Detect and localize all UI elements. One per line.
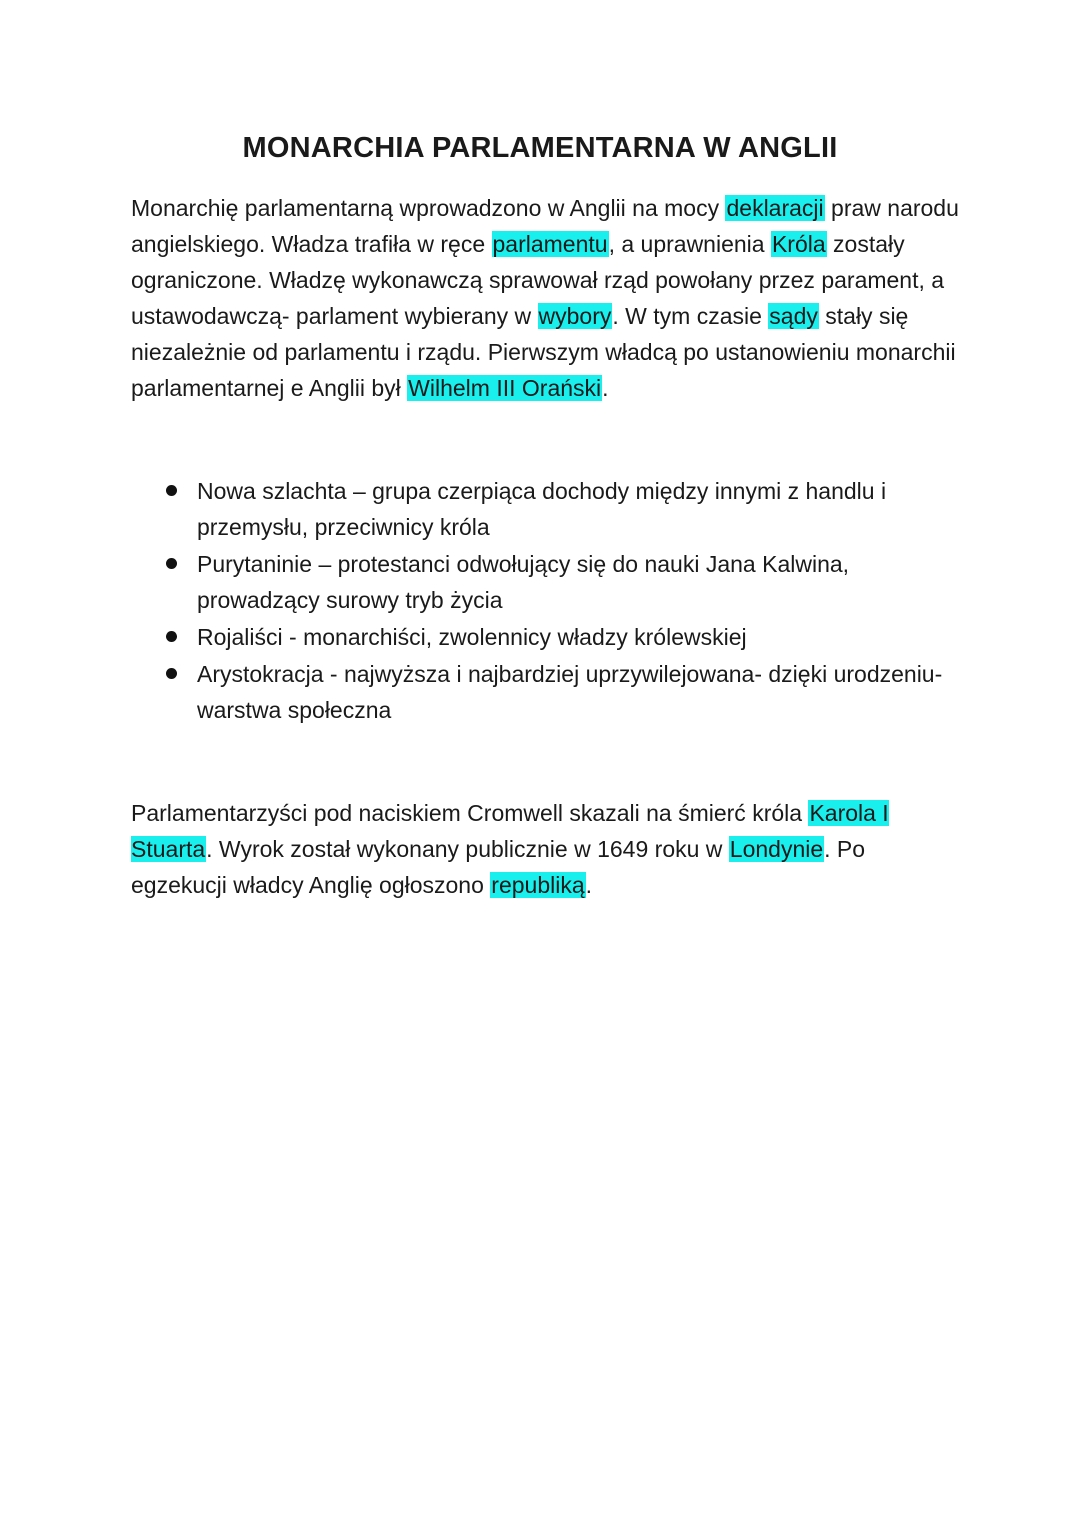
list-item-text: Purytaninie – protestanci odwołujący się do nauki Jana Kalwina, prowadzący surowy tryb życia [197, 551, 850, 613]
highlighted-term: Londynie [729, 836, 824, 862]
bullet-dot-icon [166, 485, 177, 496]
page-title: MONARCHIA PARLAMENTARNA W ANGLII [242, 132, 838, 164]
paragraph-text: , a uprawnienia [608, 231, 771, 257]
list-item-text: Arystokracja - najwyższa i najbardziej uprzywilejowana- dzięki urodzeniu- warstwa społeczna [197, 661, 943, 723]
paragraph-text: . Wyrok został wykonany publicznie w 1649 roku w [206, 836, 729, 862]
list-item [164, 656, 954, 728]
paragraph-text: . [602, 375, 609, 401]
highlighted-term: parlamentu [492, 231, 608, 257]
list-item-text: Rojaliści - monarchiści, zwolennicy władzy królewskiej [197, 624, 747, 650]
paragraph-text: stały się niezależnie od parlamentu i rządu. Pierwszym władcą po ustanowieniu monarchii parlamentarnej e Anglii był [131, 303, 956, 401]
list-item-text: Nowa szlachta – grupa czerpiąca dochody między innymi z handlu i przemysłu, przeciwnicy króla [197, 478, 887, 540]
cromwell-paragraph [131, 795, 961, 903]
definitions-list [164, 473, 954, 729]
bullet-dot-icon [166, 558, 177, 569]
intro-paragraph [131, 190, 961, 406]
highlighted-term: Karola I Stuarta [131, 800, 889, 862]
paragraph-text: Monarchię parlamentarną wprowadzono w Anglii na mocy [131, 195, 726, 221]
highlighted-term: wybory [538, 303, 612, 329]
paragraph-text: . W tym czasie [612, 303, 769, 329]
paragraph-text: zostały ograniczone. Władzę wykonawczą sprawował rząd powołany przez parament, a ustawodawczą- parlament wybierany w [131, 231, 945, 329]
bullet-dot-icon [166, 631, 177, 642]
paragraph-text: . Po egzekucji władcy Anglię ogłoszono [131, 836, 866, 898]
list-item [164, 546, 954, 618]
highlighted-term: sądy [769, 303, 818, 329]
paragraph-text: . [585, 872, 593, 898]
list-item [164, 473, 954, 545]
highlighted-term: Króla [771, 231, 826, 257]
highlighted-term: republiką [491, 872, 585, 898]
list-item [164, 619, 954, 655]
highlighted-term: deklaracji [726, 195, 824, 221]
highlighted-term: Wilhelm III Orański [408, 375, 602, 401]
paragraph-text: Parlamentarzyści pod naciskiem Cromwell skazali na śmierć króla [131, 800, 809, 826]
bullet-dot-icon [166, 668, 177, 679]
paragraph-text: praw narodu angielskiego. Władza trafiła w ręce [131, 195, 959, 257]
